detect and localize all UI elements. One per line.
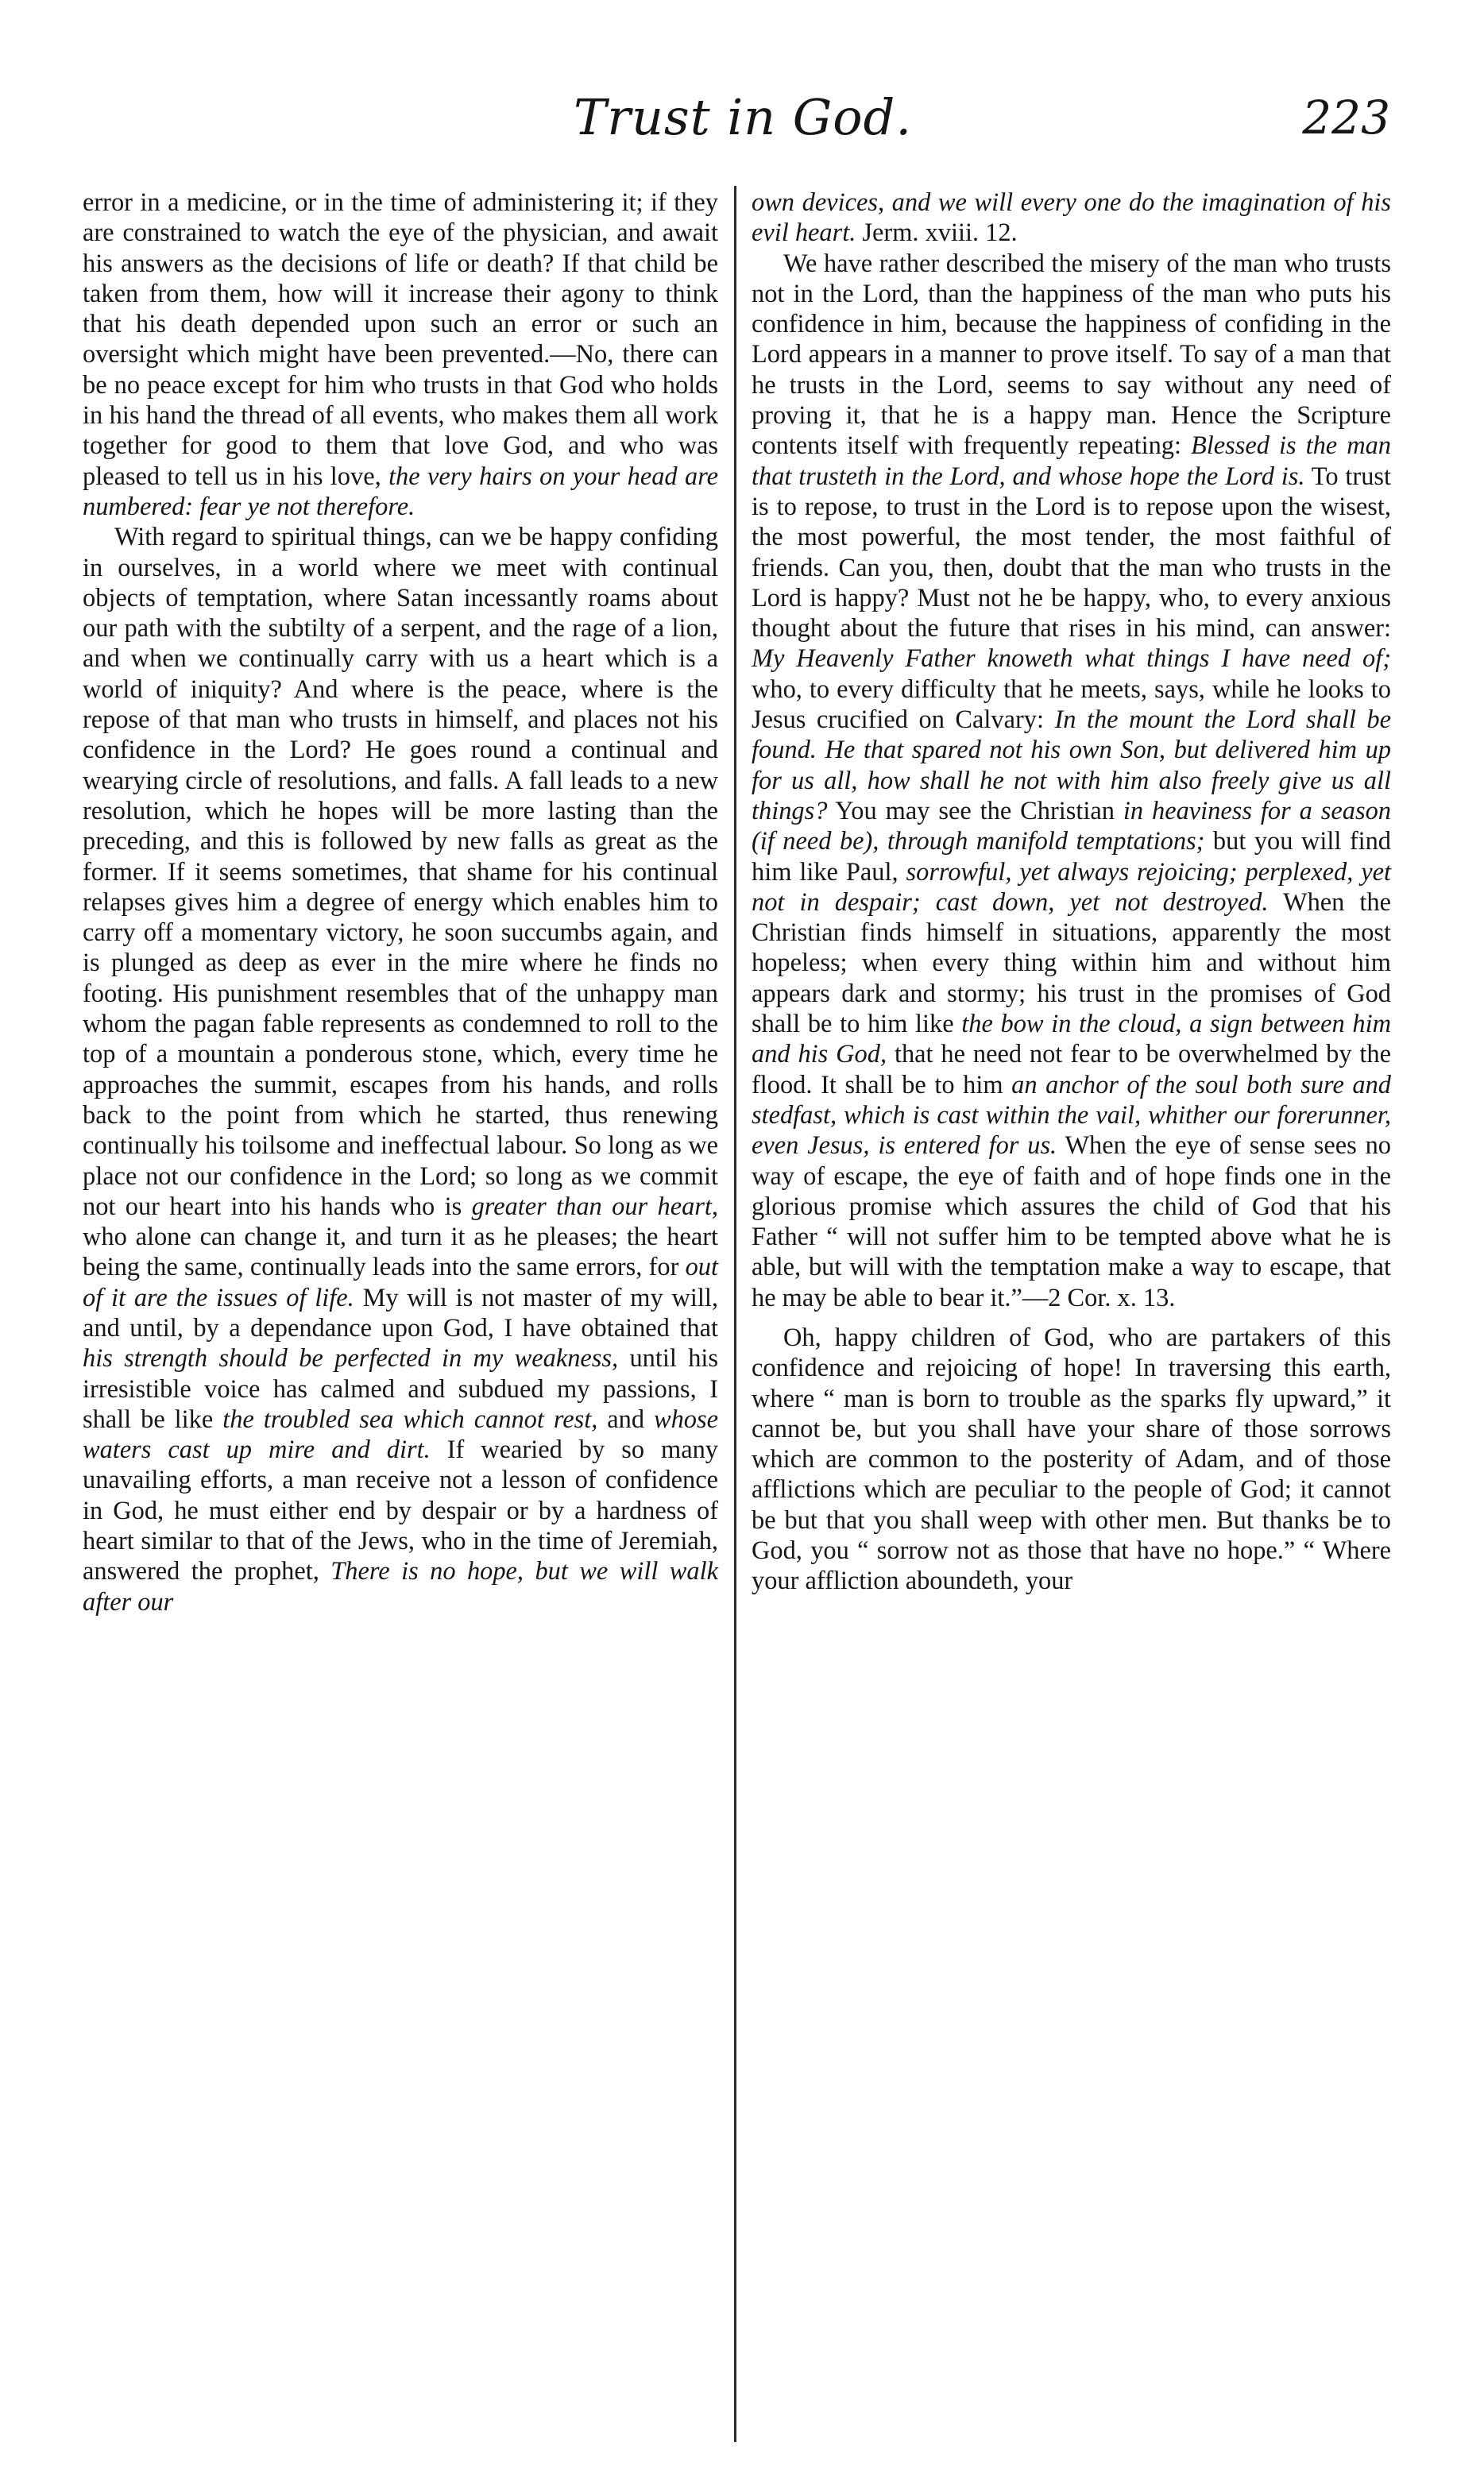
text-run: You may see the Christian <box>827 796 1123 825</box>
text-run: Oh, happy children of God, who are partakers of this confidence and rejoicing of hope! In traversing this earth, where “ man is born to trouble as the sparks fly upward,” it cannot be, but you shall have your share of those sorrows which are common to the posterity of Adam, and of those afflictions which are peculiar to the people of God; it cannot be but that you shall weep with other men. But thanks be to God, you “ sorrow not as those that have no hope.” “ Where your affliction aboundeth, your <box>752 1323 1391 1596</box>
paragraph <box>83 187 718 522</box>
running-title: Trust in God. <box>573 88 913 146</box>
italic-quotation: My Heavenly Father knoweth what things I have need of; <box>752 644 1391 674</box>
text-run: We have rather described the misery of the man who trusts not in the Lord, than the happiness of the man who puts his confidence in him, because the happiness of confiding in the Lord appears in a manner to prove itself. To say of a man that he trusts in the Lord, seems to say without any need of proving it, that he is a happy man. Hence the Scripture contents itself with frequently repeating: <box>752 249 1391 461</box>
text-run: When the eye of sense sees no way of escape, the eye of faith and of hope finds one in the glorious promise which assures the child of God that his Father “ will not suffer him to be tempted above what he is able, but will with the temptation make a way to escape, that he may be able to bear it.”—2 Cor. x. 13. <box>752 1131 1392 1312</box>
italic-quotation: his strength should be perfected in my weakness, <box>83 1344 619 1374</box>
italic-quotation: greater than our heart, <box>471 1192 718 1221</box>
italic-quotation: own devices, and we will every one do the imagination of his evil heart. <box>752 188 1391 248</box>
text-run: that he need not fear to be overwhelmed by the flood. It shall be to him <box>752 1040 1391 1099</box>
paragraph <box>752 187 1391 249</box>
paragraph <box>752 249 1391 1313</box>
text-run: To trust is to repose, to trust in the Lord is to repose upon the wisest, the most powerful, the most tender, the most faithful of friends. Can you, then, doubt that the man who trusts in the Lord is happy? Must not he be happy, who, to every anxious thought about the future that rises in his mind, can answer: <box>752 462 1391 643</box>
text-run: and <box>597 1405 654 1434</box>
scripture-reference: Jerm. xviii. 12. <box>856 218 1018 248</box>
text-run: until his irresistible voice has calmed and subdued my passions, I shall be like <box>83 1344 718 1434</box>
page-header <box>95 78 1390 165</box>
italic-quotation: the bow in the cloud, a sign between him and his God, <box>752 1010 1392 1069</box>
italic-quotation: Blessed is the man that trusteth in the Lord, and whose hope the Lord is. <box>752 431 1391 491</box>
italic-quotation: whose waters cast up mire and dirt. <box>83 1405 718 1465</box>
text-run: With regard to spiritual things, can we be happy confiding in ourselves, in a world where we meet with continual objects of temptation, where Satan incessantly roams about our path with the subtilty of a serpent, and the rage of a lion, and when we continually carry with us a heart which is a world of iniquity? And where is the peace, where is the repose of that man who trusts in himself, and places not his confidence in the Lord? He goes round a continual and wearying circle of resolutions, and falls. A fall leads to a new resolution, which he hopes will be more lasting than the preceding, and this is followed by new falls as great as the former. If it seems sometimes, that shame for his continual relapses gives him a degree of energy which enables him to carry off a momentary victory, he soon succumbs again, and is plunged as deep as ever in the mire where he finds no footing. His punishment resembles that of the unhappy man whom the pagan fable represents as condemned to roll to the top of a mountain a ponderous stone, which, every time he approaches the summit, escapes from his hands, and rolls back to the point from which he started, thus renewing continually his toilsome and ineffectual labour. So long as we place not our confidence in the Lord; so long as we commit not our heart into his hands who is <box>83 523 718 1221</box>
text-run: error in a medicine, or in the time of administering it; if they are constrained to watch the eye of the physician, and await his answers as the decisions of life or death? If that child be taken from them, how will it increase their agony to think that his death depended upon such an error or such an oversight which might have been prevented.—No, there can be no peace except for him who trusts in that God who holds in his hand the thread of all events, who makes them all work together for good to them that love God, and who was pleased to tell us in his love, <box>83 188 718 491</box>
italic-quotation: the troubled sea which cannot rest, <box>222 1405 598 1434</box>
text-run: who, to every difficulty that he meets, says, while he looks to Jesus crucified on Calvary: <box>752 674 1391 735</box>
italic-quotation: an anchor of the soul both sure and stedfast, which is cast within the vail, whither our forerunner, even Jesus, is entered for us. <box>752 1070 1392 1161</box>
text-run: My will is not master of my will, and until, by a dependance upon God, I have obtained that <box>83 1283 718 1343</box>
italic-quotation: In the mount the Lord shall be found. He that spared not his own Son, but delivered him up for us all, how shall he not with him also freely give us all things? <box>752 705 1391 825</box>
page-number: 223 <box>1302 91 1390 145</box>
text-run: If wearied by so many unavailing efforts, a man receive not a lesson of confidence in God, he must either end by despair or by a hardness of heart similar to that of the Jews, who in the time of Jeremiah, answered the prophet, <box>83 1435 718 1586</box>
right-column <box>752 187 1391 1597</box>
column-rule <box>734 186 736 2442</box>
text-run: but you will find him like Paul, <box>752 827 1391 887</box>
text-run: who alone can change it, and turn it as he pleases; the heart being the same, continually leads into the same errors, for <box>83 1223 718 1282</box>
italic-quotation: There is no hope, but we will walk after our <box>83 1557 718 1617</box>
italic-quotation: sorrowful, yet always rejoicing; perplexed, yet not in despair; cast down, yet not destroyed. <box>752 857 1391 917</box>
italic-quotation: out of it are the issues of life. <box>83 1253 718 1312</box>
paragraph <box>83 522 718 1617</box>
paragraph <box>752 1323 1391 1597</box>
text-run: When the Christian finds himself in situations, apparently the most hopeless; when every thing within him and without him appears dark and stormy; his trust in the promises of God shall be to him like <box>752 887 1391 1039</box>
italic-quotation: in heaviness for a season (if need be), through manifold temptations; <box>752 796 1391 856</box>
italic-quotation: the very hairs on your head are numbered: fear ye not therefore. <box>83 462 718 521</box>
left-column <box>83 187 718 1617</box>
